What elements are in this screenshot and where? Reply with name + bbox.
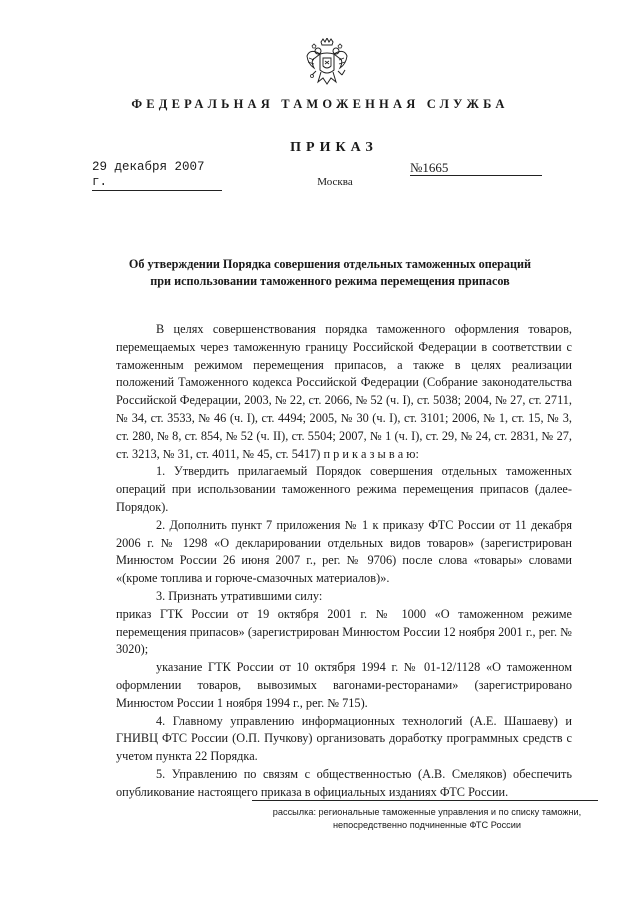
- order-number: №1665: [410, 160, 542, 176]
- clause-1: 1. Утвердить прилагаемый Порядок совершения отдельных таможенных операций при использовании таможенного режима перемещения припасов (далее- Порядок).: [116, 464, 572, 514]
- distribution-divider: [252, 800, 598, 801]
- order-heading: [60, 256, 600, 290]
- clause-3: 3. Признать утратившими силу:: [156, 588, 323, 603]
- heading-line-1: Об утверждении Порядка совершения отдельных таможенных операций: [128, 257, 532, 271]
- distribution-line-1: рассылка: региональные таможенные управления и по списку таможни,: [272, 807, 582, 817]
- clause-3-item-2: указание ГТК России от 10 октября 1994 г. № 01-12/1128 «О таможенном оформлении товаров, вывозимых вагонами-ресторанами» (зарегистрировано Минюстом России 1 ноября 1994 г., рег. № 715).: [116, 660, 572, 710]
- clause-3-item-1: приказ ГТК России от 19 октября 2001 г. № 1000 «О таможенном режиме перемещения припасов» (зарегистрирован Минюстом России 12 ноября 2001 г., рег. № 3020);: [116, 606, 572, 657]
- city: Москва: [317, 176, 353, 188]
- agency-name: ФЕДЕРАЛЬНАЯ ТАМОЖЕННАЯ СЛУЖБА: [131, 97, 509, 111]
- clause-2: 2. Дополнить пункт 7 приложения № 1 к приказу ФТС России от 11 декабря 2006 г. № 1298 «О декларировании отдельных видов товаров» (зарегистрирован Минюстом России 26 июня 2007 г., рег. № 9706) после слова «товары» словами «(кроме топлива и горюче-смазочных материалов)».: [116, 517, 572, 586]
- clause-4: 4. Главному управлению информационных технологий (А.Е. Шашаеву) и ГНИВЦ ФТС России (О.П. Пучкову) организовать доработку программных средств с учетом пункта 22 Порядка.: [116, 713, 572, 764]
- clause-5: 5. Управлению по связям с общественностью (А.В. Смеляков) обеспечить опубликование настоящего приказа в официальных изданиях ФТС России.: [116, 766, 572, 799]
- coat-of-arms-emblem: [306, 38, 348, 88]
- distribution-line-2: непосредственно подчиненные ФТС России: [332, 820, 522, 830]
- heading-line-2: при использовании таможенного режима перемещения припасов: [150, 274, 510, 288]
- document-type: ПРИКАЗ: [290, 140, 378, 155]
- preamble-paragraph: В целях совершенствования порядка таможенного оформления товаров, перемещаемых через таможенную границу Российской Федерации в соответствии с таможенным режимом перемещения припасов, а также в целях реализации положений Таможенного кодекса Российской Федерации (Собрание законодательства Российской Федерации, 2003, № 22, ст. 2066, № 52 (ч. I), ст. 5038; 2004, № 27, ст. 2711, № 34, ст. 3533, № 46 (ч. I), ст. 4494; 2005, № 30 (ч. I), ст. 3101; 2006, № 1, ст. 15, № 3, ст. 280, № 8, ст. 854, № 52 (ч. II), ст. 5504; 2007, № 1 (ч. I), ст. 29, № 24, ст. 2831, № 27, ст. 3213, № 31, ст. 4011, № 45, ст. 5417) п р и к а з ы в а ю:: [116, 322, 572, 461]
- distribution-list: [252, 806, 602, 832]
- order-date: 29 декабря 2007 г.: [92, 160, 222, 191]
- order-body: [116, 321, 572, 802]
